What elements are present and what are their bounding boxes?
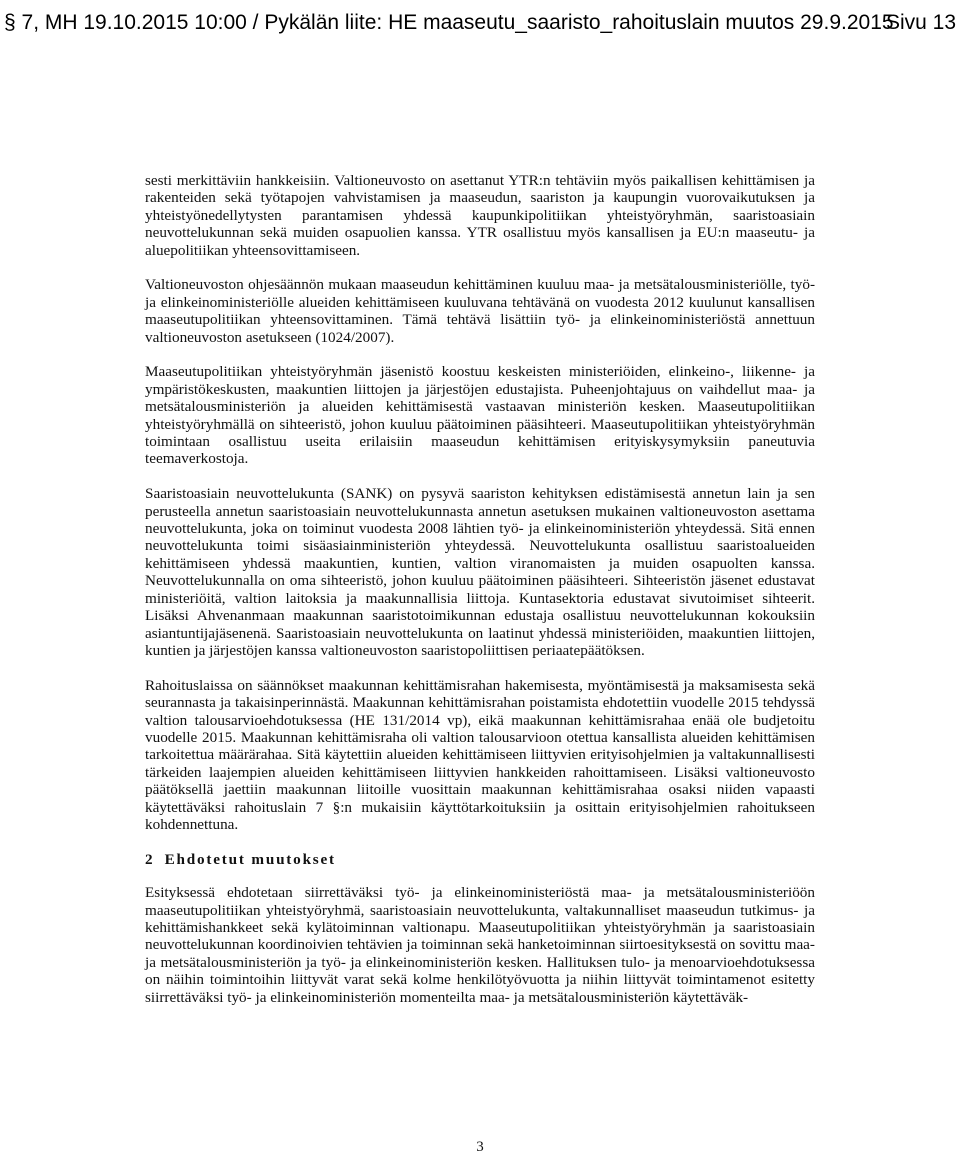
body-paragraph: Rahoituslaissa on säännökset maakunnan kehittämisrahan hakemisesta, myöntämisestä ja maksamisesta sekä seurannasta ja takaisinperinnästä. Maakunnan kehittämisrahan poistamista ehdotettiin vuodelle 2015 tehdyssä valtion talousarvioehdotuksessa (HE 131/2014 vp), eikä maakunnan kehittämisrahaa enää ole budjetoitu vuodelle 2015. Maakunnan kehittämisraha oli valtion talousarvioon otettua kansallista alueiden kehittämisen tarkoitettua määrärahaa. Sitä käytettiin alueiden kehittämiseen liittyvien erityisohjelmien ja valtakunnallisesti tärkeiden laajempien alueiden kehittämiseen liittyvien hankkeiden rahoittamiseen. Lisäksi valtioneuvosto päätöksellä jaettiin maakunnan liitoille vuosittain maakunnan kehittämisrahaa osaksi niiden vapaasti käytettäväksi rahoituslain 7 §:n mukaisiin käyttötarkoituksiin ja osittain erityisohjelmien rahoitukseen kohdennettuna. <box>145 676 815 833</box>
page-footer <box>0 1139 960 1155</box>
section-heading <box>145 851 815 868</box>
section-paragraph: Esityksessä ehdotetaan siirrettäväksi työ- ja elinkeinoministeriöstä maa- ja metsätalousministeriöön maaseutupolitiikan yhteistyöryhmä, saaristoasiain neuvottelukunta, valtakunnalliset maaseudun tutkimus- ja kehittämishankkeet sekä kylätoiminnan valtionapu. Maaseutupolitiikan yhteistyöryhmän ja saaristoasiain neuvottelukunnan koordinoivien tehtävien ja toiminnan sekä hanketoiminnan siirtoesityksestä on sovittu maa- ja metsätalousministeriön ja työ- ja elinkeinoministeriön kesken. Hallituksen tulo- ja menoarvioehdotuksessa on näihin toimintoihin liittyvät varat sekä kolme henkilötyövuotta ja niihin liittyvät toimintamenot esitetty siirrettäväksi työ- ja elinkeinoministeriön momenteilta maa- ja metsätalousministeriön käytettäväk- <box>145 884 815 1006</box>
section-title: Ehdotetut muutokset <box>164 850 336 868</box>
document-body <box>145 172 815 1023</box>
body-paragraph: Saaristoasiain neuvottelukunta (SANK) on pysyvä saariston kehityksen edistämisestä annetun lain ja sen perusteella annetun saaristoasiain neuvottelukunnasta annetun asetuksen mukainen valtioneuvoston asettama neuvottelukunta, joka on toiminut vuodesta 2008 lähtien työ- ja elinkeinoministeriön yhteydessä. Sitä ennen neuvottelukunta toimi sisäasiainministeriön yhteydessä. Neuvottelukunta osallistuu saaristoalueiden kehittämiseen yhdessä maakuntien, kuntien, valtion viranomaisten ja muiden osapuolten kanssa. Neuvottelukunnalla on oma sihteeristö, johon kuuluu päätoiminen pääsihteeri. Sihteeristön jäsenet edustavat ministeriöitä, valtion laitoksia ja maakunnallisia liittoja. Kuntasektoria edustavat sivutoimiset sihteerit. Lisäksi Ahvenanmaan maakunnan saaristotoimikunnan edustaja osallistuu neuvottelukunnan kokouksiin asiantuntijajäsenenä. Saaristoasiain neuvottelukunta on laatinut yhdessä ministeriöiden, maakuntien liittojen, kuntien ja järjestöjen kanssa valtioneuvoston saaristopoliittisen periaatepäätöksen. <box>145 485 815 659</box>
body-paragraph: Maaseutupolitiikan yhteistyöryhmän jäsenistö koostuu keskeisten ministeriöiden, elinkeino-, liikenne- ja ympäristökeskusten, maakuntien liittojen ja järjestöjen edustajista. Puheenjohtajuus on vaihdellut maa- ja metsätalousministeriön ja alueiden kehittämisestä vastaavan ministeriön kesken. Maaseutupolitiikan yhteistyöryhmällä on sihteeristö, johon kuuluu päätoiminen pääsihteeri. Maaseutupolitiikan yhteistyöryhmän toimintaan osallistuu useita erilaisiin maaseudun kehittämisen erityiskysymyksiin paneutuvia teemaverkostoja. <box>145 363 815 468</box>
header-page-label: Sivu 13 <box>885 11 956 34</box>
body-paragraph: sesti merkittäviin hankkeisiin. Valtioneuvosto on asettanut YTR:n tehtäviin myös paikallisen kehittämisen ja rakenteiden sekä työtapojen vahvistamisen ja maaseudun, saariston ja kaupungin vuorovaikutuksen ja yhteistyönedellytysten parantamisen yhdessä kaupunkipolitiikan yhteistyöryhmän, saaristoasiain neuvottelukunnan sekä muiden osapuolien kanssa. YTR osallistuu myös kansallisen ja EU:n maaseutu- ja aluepolitiikan yhteensovittamiseen. <box>145 172 815 259</box>
page-number: 3 <box>476 1139 484 1155</box>
header-title: § 7, MH 19.10.2015 10:00 / Pykälän liite: HE maaseutu_saaristo_rahoituslain muutos 29.9.2015 <box>4 11 894 34</box>
body-paragraph: Valtioneuvoston ohjesäännön mukaan maaseudun kehittäminen kuuluu maa- ja metsätalousministeriölle, työ- ja elinkeinoministeriölle alueiden kehittämiseen kuuluvana tehtävänä on vuodesta 2012 kuulunut kansallisen maaseutupolitiikan yhteensovittaminen. Tämä tehtävä lisättiin työ- ja elinkeinoministeriöstä annettuun valtioneuvoston asetukseen (1024/2007). <box>145 276 815 346</box>
document-header <box>0 8 958 38</box>
section-number: 2 <box>145 850 153 868</box>
